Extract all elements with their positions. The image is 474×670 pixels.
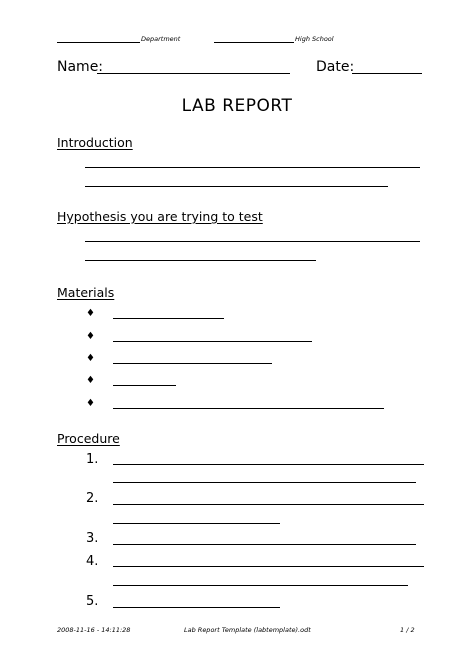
procedure-line[interactable] [113,566,424,567]
name-label: Name: [57,59,104,75]
introduction-line[interactable] [85,186,388,187]
department-label: Department [141,35,181,43]
section-procedure: Procedure [57,431,120,446]
bullet-icon: ♦ [86,375,95,386]
procedure-number: 3. [86,531,99,546]
hypothesis-line[interactable] [85,241,420,242]
procedure-line[interactable] [113,464,424,465]
footer-template: Lab Report Template (labtemplate).odt [184,626,311,634]
procedure-number: 1. [86,452,99,467]
section-materials: Materials [57,285,115,300]
procedure-line[interactable] [113,523,280,524]
material-line[interactable] [113,408,384,409]
material-line[interactable] [113,385,176,386]
material-line[interactable] [113,363,272,364]
bullet-icon: ♦ [86,398,95,409]
department-blank[interactable] [57,42,140,43]
footer-datetime: 2008-11-16 - 14:11:28 [57,626,131,634]
procedure-line[interactable] [113,585,408,586]
date-blank[interactable] [352,73,422,74]
procedure-line[interactable] [113,607,280,608]
footer-page: 1 / 2 [400,626,415,634]
bullet-icon: ♦ [86,331,95,342]
school-blank[interactable] [214,42,294,43]
bullet-icon: ♦ [86,353,95,364]
procedure-number: 5. [86,594,99,609]
name-blank[interactable] [97,73,290,74]
introduction-line[interactable] [85,167,420,168]
section-introduction: Introduction [57,135,133,150]
date-label: Date: [316,59,355,75]
procedure-line[interactable] [113,482,416,483]
section-hypothesis: Hypothesis you are trying to test [57,209,263,224]
page-title: LAB REPORT [181,96,293,116]
procedure-line[interactable] [113,544,416,545]
procedure-number: 2. [86,491,99,506]
school-label: High School [295,35,334,43]
material-line[interactable] [113,341,312,342]
hypothesis-line[interactable] [85,260,316,261]
procedure-number: 4. [86,554,99,569]
material-line[interactable] [113,318,224,319]
bullet-icon: ♦ [86,308,95,319]
procedure-line[interactable] [113,504,424,505]
